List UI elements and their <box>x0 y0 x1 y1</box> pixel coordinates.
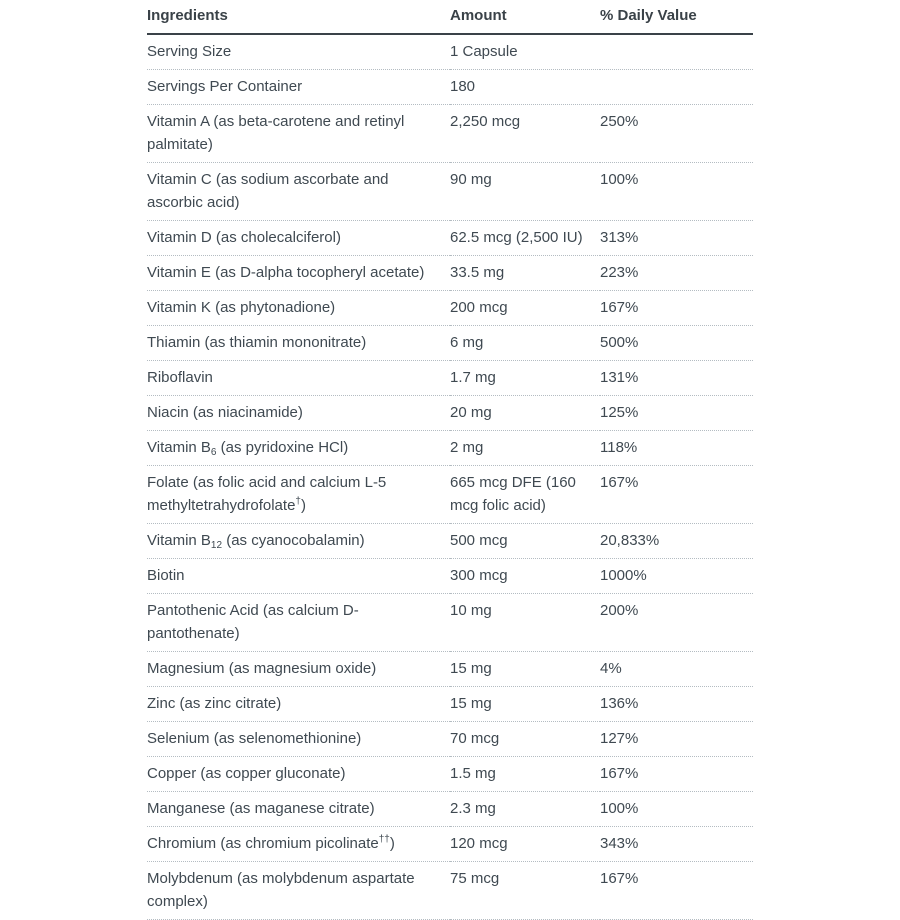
ingredient-cell <box>147 291 450 326</box>
daily-value-cell <box>600 34 753 70</box>
table-row <box>147 431 753 466</box>
ingredient-label: Folate (as folic acid and calcium L-5 methyltetrahydrofolate <box>147 474 387 514</box>
table-row <box>147 466 753 524</box>
ingredient-cell <box>147 221 450 256</box>
amount-cell: 15 mg <box>450 652 600 687</box>
table-body <box>147 34 753 920</box>
ingredient-cell <box>147 70 450 105</box>
ingredient-cell <box>147 792 450 827</box>
column-header-amount: Amount <box>450 0 600 34</box>
daily-value-cell: 313% <box>600 221 753 256</box>
table-row <box>147 652 753 687</box>
amount-cell: 120 mcg <box>450 827 600 862</box>
ingredient-label: Biotin <box>147 567 185 584</box>
amount-cell: 20 mg <box>450 396 600 431</box>
column-header-ingredients: Ingredients <box>147 0 450 34</box>
ingredient-cell <box>147 466 450 524</box>
table-row <box>147 862 753 920</box>
ingredient-label: Thiamin (as thiamin mononitrate) <box>147 334 367 351</box>
ingredient-cell <box>147 326 450 361</box>
table-row <box>147 396 753 431</box>
amount-cell: 6 mg <box>450 326 600 361</box>
daily-value-cell: 4% <box>600 652 753 687</box>
amount-cell: 2.3 mg <box>450 792 600 827</box>
ingredient-cell <box>147 594 450 652</box>
daily-value-cell: 127% <box>600 722 753 757</box>
ingredient-cell <box>147 757 450 792</box>
ingredient-cell <box>147 722 450 757</box>
table-row <box>147 361 753 396</box>
table-row <box>147 34 753 70</box>
daily-value-cell: 1000% <box>600 559 753 594</box>
daily-value-cell: 167% <box>600 757 753 792</box>
amount-cell: 200 mcg <box>450 291 600 326</box>
ingredient-label: Pantothenic Acid (as calcium D-pantothenate) <box>147 602 359 642</box>
supplement-facts-section <box>147 0 753 920</box>
amount-cell: 180 <box>450 70 600 105</box>
table-header <box>147 0 753 34</box>
amount-cell: 500 mcg <box>450 524 600 559</box>
ingredient-label: Vitamin B <box>147 439 211 456</box>
daily-value-cell: 131% <box>600 361 753 396</box>
amount-cell: 10 mg <box>450 594 600 652</box>
amount-cell: 62.5 mcg (2,500 IU) <box>450 221 600 256</box>
ingredient-label: Magnesium (as magnesium oxide) <box>147 660 377 677</box>
ingredient-label: ) <box>389 835 395 852</box>
ingredient-cell <box>147 431 450 466</box>
ingredient-cell <box>147 559 450 594</box>
ingredient-cell <box>147 396 450 431</box>
daily-value-cell: 136% <box>600 687 753 722</box>
ingredient-label: (as cyanocobalamin) <box>222 532 365 549</box>
table-row <box>147 70 753 105</box>
footnote-marker: † <box>295 496 301 507</box>
amount-cell: 1 Capsule <box>450 34 600 70</box>
daily-value-cell: 250% <box>600 105 753 163</box>
supplement-facts-table <box>147 0 753 920</box>
table-row <box>147 757 753 792</box>
daily-value-cell: 167% <box>600 466 753 524</box>
amount-cell: 300 mcg <box>450 559 600 594</box>
ingredient-label: Copper (as copper gluconate) <box>147 765 346 782</box>
ingredient-label: (as pyridoxine HCl) <box>216 439 349 456</box>
amount-cell: 1.7 mg <box>450 361 600 396</box>
daily-value-cell <box>600 70 753 105</box>
daily-value-cell: 223% <box>600 256 753 291</box>
amount-cell: 1.5 mg <box>450 757 600 792</box>
ingredient-label: Serving Size <box>147 43 232 60</box>
ingredient-label: Servings Per Container <box>147 78 303 95</box>
table-row <box>147 594 753 652</box>
ingredient-label: Zinc (as zinc citrate) <box>147 695 282 712</box>
table-row <box>147 559 753 594</box>
daily-value-cell: 167% <box>600 291 753 326</box>
amount-cell: 70 mcg <box>450 722 600 757</box>
amount-cell: 2,250 mcg <box>450 105 600 163</box>
table-row <box>147 291 753 326</box>
amount-cell: 665 mcg DFE (160 mcg folic acid) <box>450 466 600 524</box>
ingredient-cell <box>147 862 450 920</box>
column-header-daily-value: % Daily Value <box>600 0 753 34</box>
ingredient-label: Vitamin E (as D-alpha tocopheryl acetate) <box>147 264 425 281</box>
amount-cell: 90 mg <box>450 163 600 221</box>
table-row <box>147 163 753 221</box>
table-row <box>147 722 753 757</box>
daily-value-cell: 343% <box>600 827 753 862</box>
table-row <box>147 105 753 163</box>
ingredient-cell <box>147 652 450 687</box>
subscript-text: 6 <box>210 447 217 458</box>
table-row <box>147 524 753 559</box>
ingredient-label: Selenium (as selenomethionine) <box>147 730 362 747</box>
daily-value-cell: 100% <box>600 163 753 221</box>
ingredient-cell <box>147 361 450 396</box>
amount-cell: 2 mg <box>450 431 600 466</box>
ingredient-label: Vitamin C (as sodium ascorbate and ascorbic acid) <box>147 171 389 211</box>
daily-value-cell: 167% <box>600 862 753 920</box>
ingredient-cell <box>147 105 450 163</box>
amount-cell: 33.5 mg <box>450 256 600 291</box>
daily-value-cell: 20,833% <box>600 524 753 559</box>
ingredient-cell <box>147 524 450 559</box>
ingredient-label: Vitamin A (as beta-carotene and retinyl palmitate) <box>147 113 405 153</box>
daily-value-cell: 100% <box>600 792 753 827</box>
ingredient-label: Vitamin B <box>147 532 211 549</box>
ingredient-cell <box>147 827 450 862</box>
ingredient-cell <box>147 163 450 221</box>
daily-value-cell: 125% <box>600 396 753 431</box>
table-row <box>147 256 753 291</box>
footnote-marker: †† <box>378 834 390 845</box>
amount-cell: 75 mcg <box>450 862 600 920</box>
daily-value-cell: 118% <box>600 431 753 466</box>
ingredient-label: ) <box>300 497 306 514</box>
ingredient-cell <box>147 687 450 722</box>
daily-value-cell: 500% <box>600 326 753 361</box>
ingredient-label: Vitamin D (as cholecalciferol) <box>147 229 341 246</box>
table-row <box>147 221 753 256</box>
table-row <box>147 687 753 722</box>
subscript-text: 12 <box>210 540 223 551</box>
daily-value-cell: 200% <box>600 594 753 652</box>
ingredient-label: Manganese (as maganese citrate) <box>147 800 375 817</box>
header-row <box>147 0 753 34</box>
ingredient-label: Vitamin K (as phytonadione) <box>147 299 336 316</box>
ingredient-cell <box>147 256 450 291</box>
table-row <box>147 792 753 827</box>
ingredient-cell <box>147 34 450 70</box>
table-row <box>147 326 753 361</box>
ingredient-label: Molybdenum (as molybdenum aspartate complex) <box>147 870 415 910</box>
ingredient-label: Riboflavin <box>147 369 213 386</box>
table-row <box>147 827 753 862</box>
ingredient-label: Chromium (as chromium picolinate <box>147 835 379 852</box>
ingredient-label: Niacin (as niacinamide) <box>147 404 303 421</box>
amount-cell: 15 mg <box>450 687 600 722</box>
